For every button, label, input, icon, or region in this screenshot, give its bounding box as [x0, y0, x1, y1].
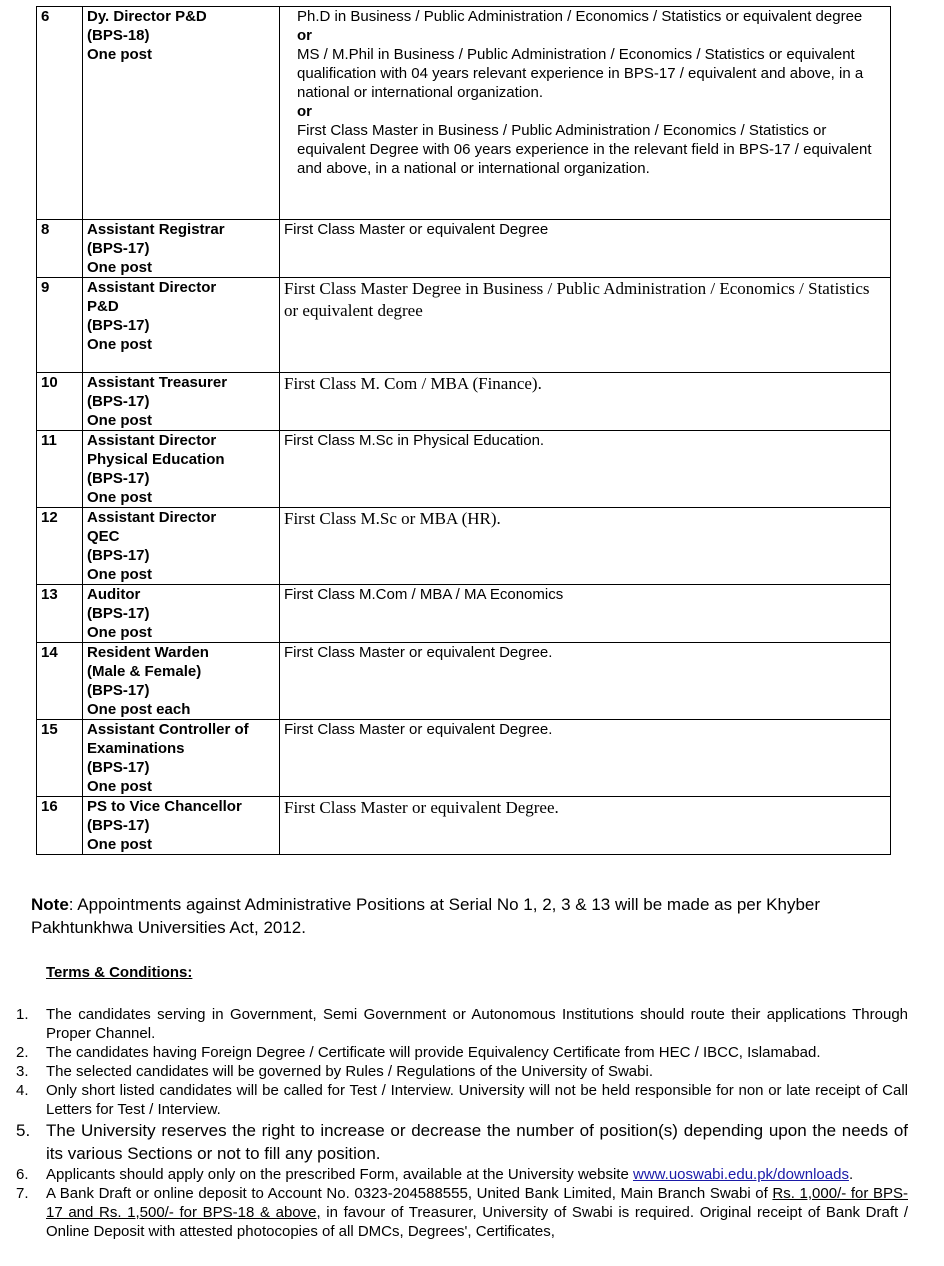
post-line: One post	[87, 624, 153, 641]
serial-number-cell: 10	[37, 373, 83, 431]
term-item-4	[0, 1081, 908, 1119]
post-line: Assistant Director	[87, 509, 217, 526]
table-row	[37, 220, 891, 278]
term-number: 7.	[16, 1185, 29, 1202]
serial-number-cell: 6	[37, 7, 83, 220]
post-line: One post	[87, 412, 153, 429]
qualification-cell	[280, 797, 891, 855]
post-line: One post	[87, 778, 153, 795]
qualification-cell	[280, 643, 891, 720]
post-line: Auditor	[87, 586, 141, 603]
positions-table-body	[37, 7, 891, 855]
qualification-text: First Class Master or equivalent Degree.	[284, 644, 553, 661]
post-cell	[83, 508, 280, 585]
qualification-text: First Class Master in Business / Public Administration / Economics / Statistics or equivalent Degree with 06 years experience in the relevant field in BPS-17 / equivalent and above, in a national or international organization.	[297, 122, 872, 177]
post-line: Dy. Director P&D	[87, 8, 207, 25]
post-line: Assistant Director	[87, 279, 217, 296]
term-item-2	[0, 1043, 908, 1062]
serial-number-cell: 16	[37, 797, 83, 855]
post-line: One post	[87, 566, 153, 583]
or-separator: or	[297, 27, 312, 44]
term-item-5	[0, 1119, 908, 1165]
post-cell	[83, 643, 280, 720]
qualification-text: First Class M.Com / MBA / MA Economics	[284, 586, 564, 603]
post-line: One post	[87, 836, 153, 853]
table-row	[37, 7, 891, 220]
serial-number-cell: 9	[37, 278, 83, 373]
post-line: (BPS-17)	[87, 817, 150, 834]
qualification-text: First Class Master Degree in Business / Public Administration / Economics / Statistics or equivalent degree	[284, 279, 870, 320]
post-line: P&D	[87, 298, 119, 315]
fee-amount: Rs. 1,000/- for BPS-17 and Rs. 1,500/- for BPS-18 & above,	[46, 1185, 908, 1221]
term-text-end: .	[848, 1166, 854, 1183]
serial-number-cell: 12	[37, 508, 83, 585]
serial-number-cell: 11	[37, 431, 83, 508]
post-line: PS to Vice Chancellor	[87, 798, 242, 815]
term-number: 3.	[16, 1063, 29, 1080]
positions-table	[36, 6, 891, 855]
terms-heading: Terms & Conditions:	[46, 964, 193, 981]
term-number: 5.	[16, 1121, 31, 1140]
qualification-text: First Class M.Sc or MBA (HR).	[284, 509, 501, 528]
post-line: (BPS-17)	[87, 240, 150, 257]
qualification-text: First Class Master or equivalent Degree.	[284, 721, 553, 738]
post-line: One post each	[87, 701, 191, 718]
term-text: The University reserves the right to increase or decrease the number of position(s) depending upon the needs of its various Sections or not to fill any position.	[46, 1121, 908, 1163]
terms-list	[0, 1005, 908, 1241]
post-line: (BPS-18)	[87, 27, 150, 44]
term-text: The selected candidates will be governed by Rules / Regulations of the University of Swabi.	[46, 1063, 653, 1080]
note-label: Note	[31, 895, 69, 914]
term-number: 1.	[16, 1006, 29, 1023]
term-text: The candidates serving in Government, Semi Government or Autonomous Institutions should route their applications Through Proper Channel.	[46, 1006, 908, 1042]
note-text: : Appointments against Administrative Positions at Serial No 1, 2, 3 & 13 will be made as per Khyber Pakhtunkhwa Universities Act, 2012.	[31, 895, 821, 937]
post-line: One post	[87, 489, 153, 506]
post-line: Physical Education	[87, 451, 225, 468]
term-item-3	[0, 1062, 908, 1081]
term-text: Applicants should apply only on the prescribed Form, available at the University website	[46, 1166, 629, 1183]
qualification-text: First Class M. Com / MBA (Finance).	[284, 374, 542, 393]
table-row	[37, 797, 891, 855]
post-cell	[83, 720, 280, 797]
post-line: (BPS-17)	[87, 470, 150, 487]
qualification-cell	[280, 373, 891, 431]
post-line: (BPS-17)	[87, 393, 150, 410]
term-item-6	[0, 1165, 908, 1184]
post-cell	[83, 278, 280, 373]
post-line: (Male & Female)	[87, 663, 202, 680]
qualification-cell	[280, 278, 891, 373]
post-cell	[83, 220, 280, 278]
post-line: One post	[87, 259, 153, 276]
post-cell	[83, 585, 280, 643]
post-line: Assistant Controller of	[87, 721, 249, 738]
term-number: 6.	[16, 1166, 29, 1183]
table-row	[37, 720, 891, 797]
note-paragraph	[31, 893, 911, 939]
term-item-7	[0, 1184, 908, 1241]
qualification-cell	[280, 585, 891, 643]
qualification-cell	[280, 7, 891, 220]
term-item-1	[0, 1005, 908, 1043]
post-line: Assistant Treasurer	[87, 374, 228, 391]
serial-number-cell: 15	[37, 720, 83, 797]
serial-number-cell: 8	[37, 220, 83, 278]
post-line: One post	[87, 336, 153, 353]
post-line: Assistant Director	[87, 432, 217, 449]
qualification-cell	[280, 720, 891, 797]
term-text: Only short listed candidates will be called for Test / Interview. University will not be held responsible for non or late receipt of Call Letters for Test / Interview.	[46, 1082, 908, 1118]
post-cell	[83, 431, 280, 508]
serial-number-cell: 14	[37, 643, 83, 720]
table-row	[37, 508, 891, 585]
post-line: Resident Warden	[87, 644, 209, 661]
post-line: QEC	[87, 528, 120, 545]
qualification-text: First Class Master or equivalent Degree	[284, 221, 549, 238]
term-text-end: in favour of Treasurer, University of Swabi is required. Original receipt of Bank Draft / Online Deposit with attested photocopies of all DMCs, Degrees', Certificates,	[46, 1204, 908, 1240]
qualification-text: First Class Master or equivalent Degree.	[284, 798, 559, 817]
term-text: The candidates having Foreign Degree / Certificate will provide Equivalency Certificate from HEC / IBCC, Islamabad.	[46, 1044, 821, 1061]
downloads-link[interactable]: www.uoswabi.edu.pk/downloads	[632, 1166, 849, 1183]
table-row	[37, 431, 891, 508]
post-line: Assistant Registrar	[87, 221, 225, 238]
post-line: (BPS-17)	[87, 317, 150, 334]
qualification-text: MS / M.Phil in Business / Public Administration / Economics / Statistics or equivalent qualification with 04 years relevant experience in BPS-17 / equivalent and above, in a national or international organization.	[297, 46, 864, 101]
term-number: 4.	[16, 1082, 29, 1099]
table-row	[37, 278, 891, 373]
qualification-text: Ph.D in Business / Public Administration / Economics / Statistics or equivalent degree	[297, 8, 863, 25]
qualification-text: First Class M.Sc in Physical Education.	[284, 432, 545, 449]
or-separator: or	[297, 103, 312, 120]
post-cell	[83, 7, 280, 220]
post-line: (BPS-17)	[87, 759, 150, 776]
term-number: 2.	[16, 1044, 29, 1061]
post-cell	[83, 797, 280, 855]
serial-number-cell: 13	[37, 585, 83, 643]
qualification-cell	[280, 508, 891, 585]
post-line: (BPS-17)	[87, 605, 150, 622]
table-row	[37, 585, 891, 643]
term-text: A Bank Draft or online deposit to Account No. 0323-204588555, United Bank Limited, Main Branch Swabi of	[46, 1185, 773, 1202]
table-row	[37, 643, 891, 720]
post-line: Examinations	[87, 740, 185, 757]
post-line: One post	[87, 46, 153, 63]
post-line: (BPS-17)	[87, 547, 150, 564]
qualification-cell	[280, 220, 891, 278]
post-line: (BPS-17)	[87, 682, 150, 699]
table-row	[37, 373, 891, 431]
qualification-cell	[280, 431, 891, 508]
post-cell	[83, 373, 280, 431]
